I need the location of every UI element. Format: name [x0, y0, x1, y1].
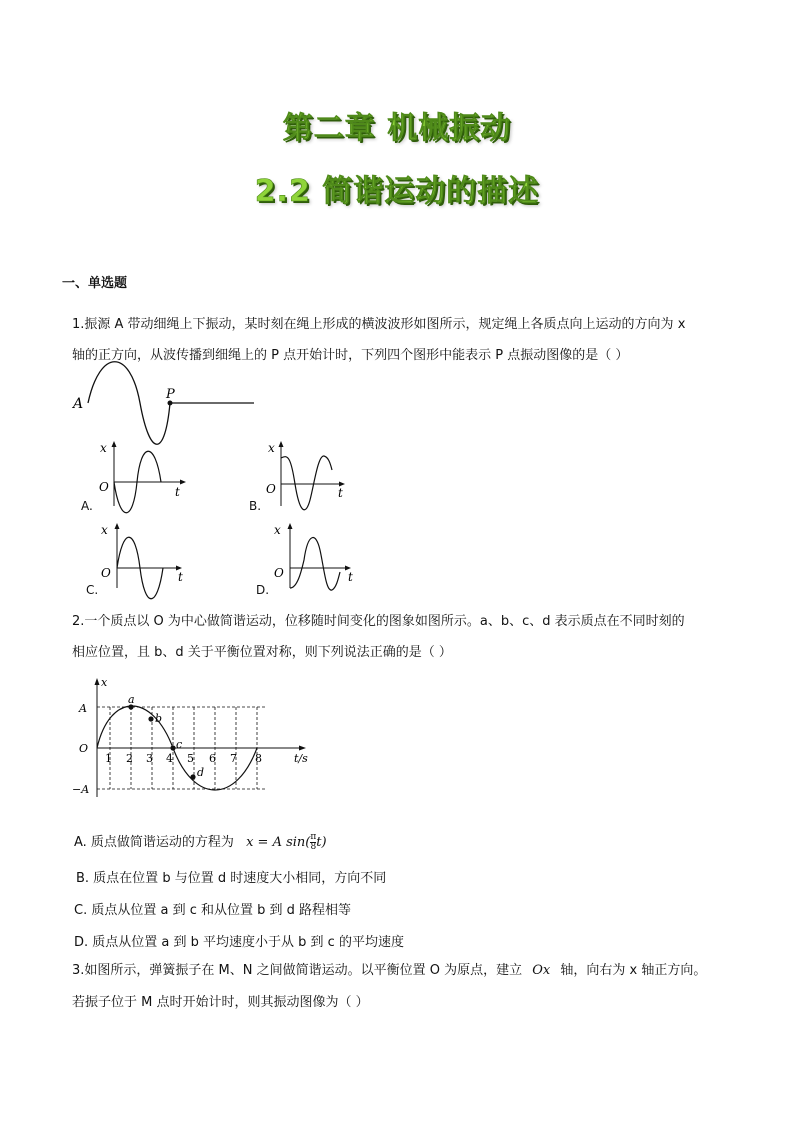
q2-tick-3: 3 [146, 752, 153, 765]
q2-text-line2: 相应位置，且 b、d 关于平衡位置对称，则下列说法正确的是（ ） [72, 645, 452, 660]
q2-tick-1: 1 [105, 752, 112, 765]
q2-tick-7: 7 [230, 752, 237, 765]
chapter-title: 第二章 机械振动 [282, 111, 512, 146]
q1-d-xlabel: t [348, 570, 353, 584]
q2-tick-5: 5 [187, 752, 194, 765]
q1-wave-figure [70, 368, 270, 438]
q3-text-line1 [72, 961, 706, 981]
q1-text-line1: 1.振源 A 带动细绳上下振动，某时刻在绳上形成的横波波形如图所示，规定绳上各质点向上运动的方向为 x [72, 317, 686, 332]
q1-source-label: A [73, 396, 84, 412]
section-title: 一、单选题 [62, 276, 128, 291]
q3-line1-a: 3.如图所示，弹簧振子在 M、N 之间做简谐运动。以平衡位置 O 为原点，建立 [72, 963, 523, 978]
fraction-numerator: π [310, 832, 317, 842]
q2-option-b[interactable]: B. 质点在位置 b 与位置 d 时速度大小相同，方向不同 [76, 871, 387, 886]
lesson-title: 2.2 简谐运动的描述 [254, 174, 540, 209]
q2-ylabel: x [101, 676, 108, 689]
q2-text-line1: 2.一个质点以 O 为中心做简谐运动，位移随时间变化的图象如图所示。a、b、c、d 表示质点在不同时刻的 [72, 614, 685, 629]
q2-xlabel: t/s [294, 752, 308, 765]
formula-rhs: t) [316, 835, 327, 850]
q2-option-a-text: A. 质点做简谐运动的方程为 [74, 835, 234, 850]
q1-c-xlabel: t [178, 570, 183, 584]
q1-b-ylabel: x [268, 441, 275, 455]
q2-tick-4: 4 [166, 752, 173, 765]
q1-option-a-label[interactable]: A. [81, 499, 93, 513]
q1-a-origin: O [99, 480, 109, 494]
q2-option-c[interactable]: C. 质点从位置 a 到 c 和从位置 b 到 d 路程相等 [74, 903, 352, 918]
q2-point-c: c [176, 738, 183, 751]
q2-origin: O [79, 742, 89, 755]
q1-option-c-graph [95, 522, 190, 592]
q2-point-a: a [128, 693, 135, 706]
q1-d-ylabel: x [274, 523, 281, 537]
q1-option-a-graph [95, 440, 190, 510]
q2-tick-8: 8 [255, 752, 262, 765]
q1-d-origin: O [274, 566, 284, 580]
q3-axis-math: Ox [532, 963, 551, 978]
q3-text-line2: 若振子位于 M 点时开始计时，则其振动图像为（ ） [72, 995, 369, 1010]
q1-text-line2: 轴的正方向，从波传播到细绳上的 P 点开始计时，下列四个图形中能表示 P 点振动图像的是（ ） [72, 348, 629, 363]
q2-option-a[interactable] [74, 831, 327, 852]
formula-lhs: x = A sin( [246, 835, 311, 850]
q1-option-b-graph [262, 440, 357, 510]
q1-option-b-label[interactable]: B. [249, 499, 262, 513]
q1-a-xlabel: t [175, 485, 180, 499]
q3-line1-b: 轴，向右为 x 轴正方向。 [560, 963, 707, 978]
q1-c-ylabel: x [101, 523, 108, 537]
q2-point-b: b [155, 712, 163, 725]
q1-b-xlabel: t [338, 486, 343, 500]
q2-point-d: d [197, 766, 205, 779]
q2-graph [70, 672, 315, 802]
q1-b-origin: O [266, 482, 276, 496]
q2-option-a-formula [246, 832, 327, 852]
q1-a-ylabel: x [100, 441, 107, 455]
q1-option-d-label[interactable]: D. [256, 583, 270, 597]
q2-amp-neg: −A [72, 783, 90, 796]
q1-option-d-graph [268, 522, 363, 592]
q1-c-origin: O [101, 566, 111, 580]
q2-option-d[interactable]: D. 质点从位置 a 到 b 平均速度小于从 b 到 c 的平均速度 [74, 935, 404, 950]
q2-tick-6: 6 [209, 752, 216, 765]
q1-point-label: P [166, 387, 175, 402]
q1-option-c-label[interactable]: C. [86, 583, 99, 597]
q2-amp-pos: A [79, 702, 87, 715]
q2-tick-2: 2 [126, 752, 133, 765]
fraction-denominator: 8 [310, 842, 317, 852]
